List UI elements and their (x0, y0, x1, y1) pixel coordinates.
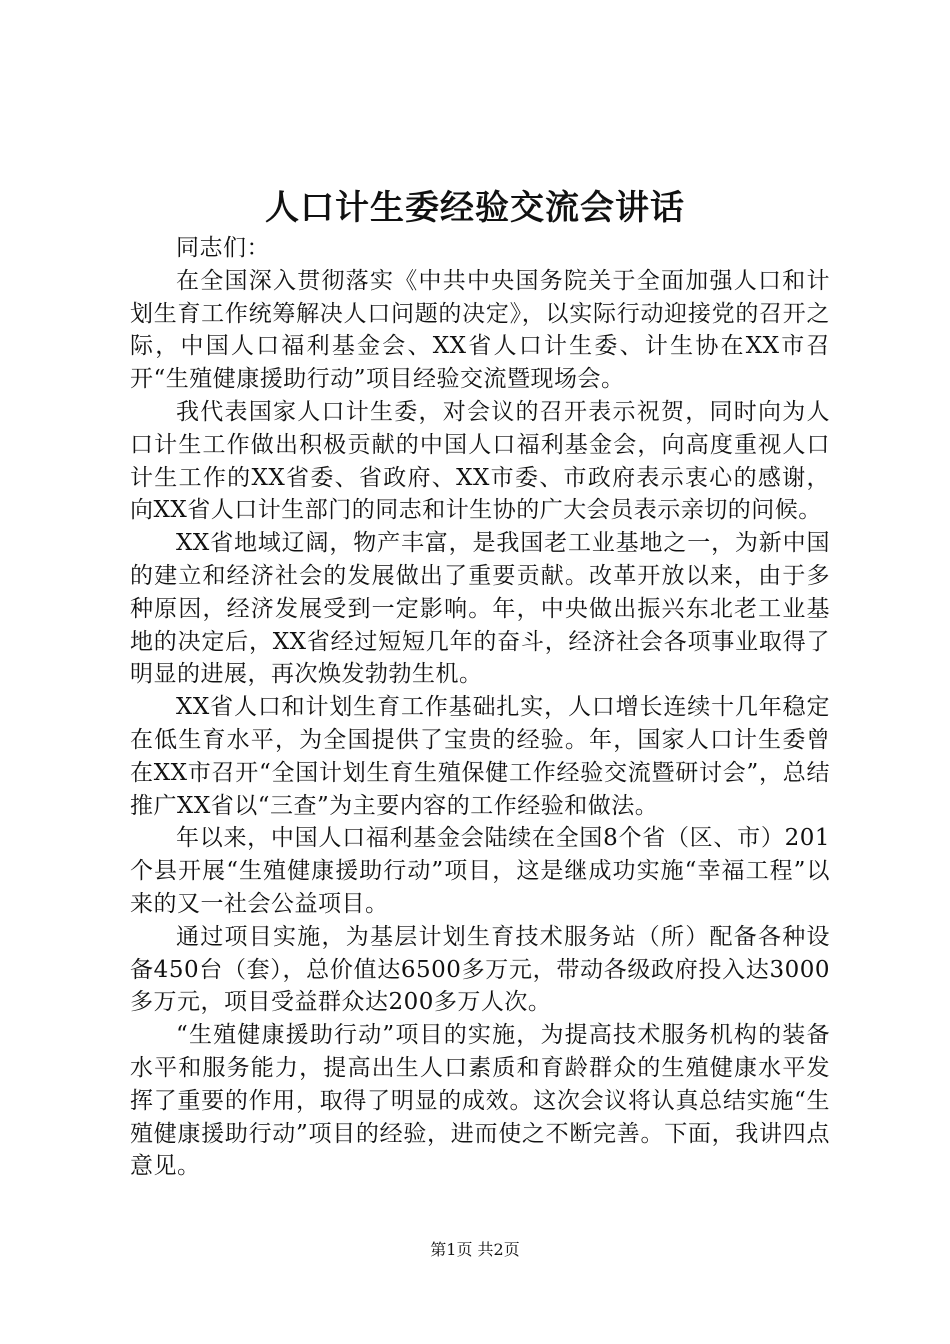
paragraph-3: XX省地域辽阔，物产丰富，是我国老工业基地之一，为新中国的建立和经济社会的发展做出了重要贡献。改革开放以来，由于多种原因，经济发展受到一定影响。年，中央做出振兴东北老工业基地的决定后，XX省经过短短几年的奋斗，经济社会各项事业取得了明显的进展，再次焕发勃勃生机。 (130, 530, 830, 688)
paragraph-1: 在全国深入贯彻落实《中共中央国务院关于全面加强人口和计划生育工作统筹解决人口问题的决定》，以实际行动迎接党的召开之际，中国人口福利基金会、XX省人口计生委、计生协在XX市召开“生殖健康援助行动”项目经验交流暨现场会。 (130, 267, 830, 393)
document-title: 人口计生委经验交流会讲话 (265, 188, 685, 228)
page-footer: 第1页 共2页 (430, 1240, 520, 1259)
document-body (130, 232, 830, 1183)
paragraph-4: XX省人口和计划生育工作基础扎实，人口增长连续十几年稳定在低生育水平，为全国提供了宝贵的经验。年，国家人口计生委曾在XX市召开“全国计划生育生殖保健工作经验交流暨研讨会”，总结推广XX省以“三查”为主要内容的工作经验和做法。 (130, 694, 830, 819)
paragraph-2: 我代表国家人口计生委，对会议的召开表示祝贺，同时向为人口计生工作做出积极贡献的中国人口福利基金会，向高度重视人口计生工作的XX省委、省政府、XX市委、市政府表示衷心的感谢，向XX省人口计生部门的同志和计生协的广大会员表示亲切的问候。 (130, 398, 830, 524)
paragraph-7: “生殖健康援助行动”项目的实施，为提高技术服务机构的装备水平和服务能力，提高出生人口素质和育龄群众的生殖健康水平发挥了重要的作用，取得了明显的成效。这次会议将认真总结实施“生殖健康援助行动”项目的经验，进而使之不断完善。下面，我讲四点意见。 (130, 1022, 830, 1180)
paragraph-6: 通过项目实施，为基层计划生育技术服务站（所）配备各种设备450台（套），总价值达6500多万元，带动各级政府投入达3000多万元，项目受益群众达200多万人次。 (130, 923, 830, 1016)
paragraph-5: 年以来，中国人口福利基金会陆续在全国8个省（区、市）201个县开展“生殖健康援助行动”项目，这是继成功实施“幸福工程”以来的又一社会公益项目。 (130, 825, 830, 917)
salutation: 同志们： (176, 235, 270, 261)
